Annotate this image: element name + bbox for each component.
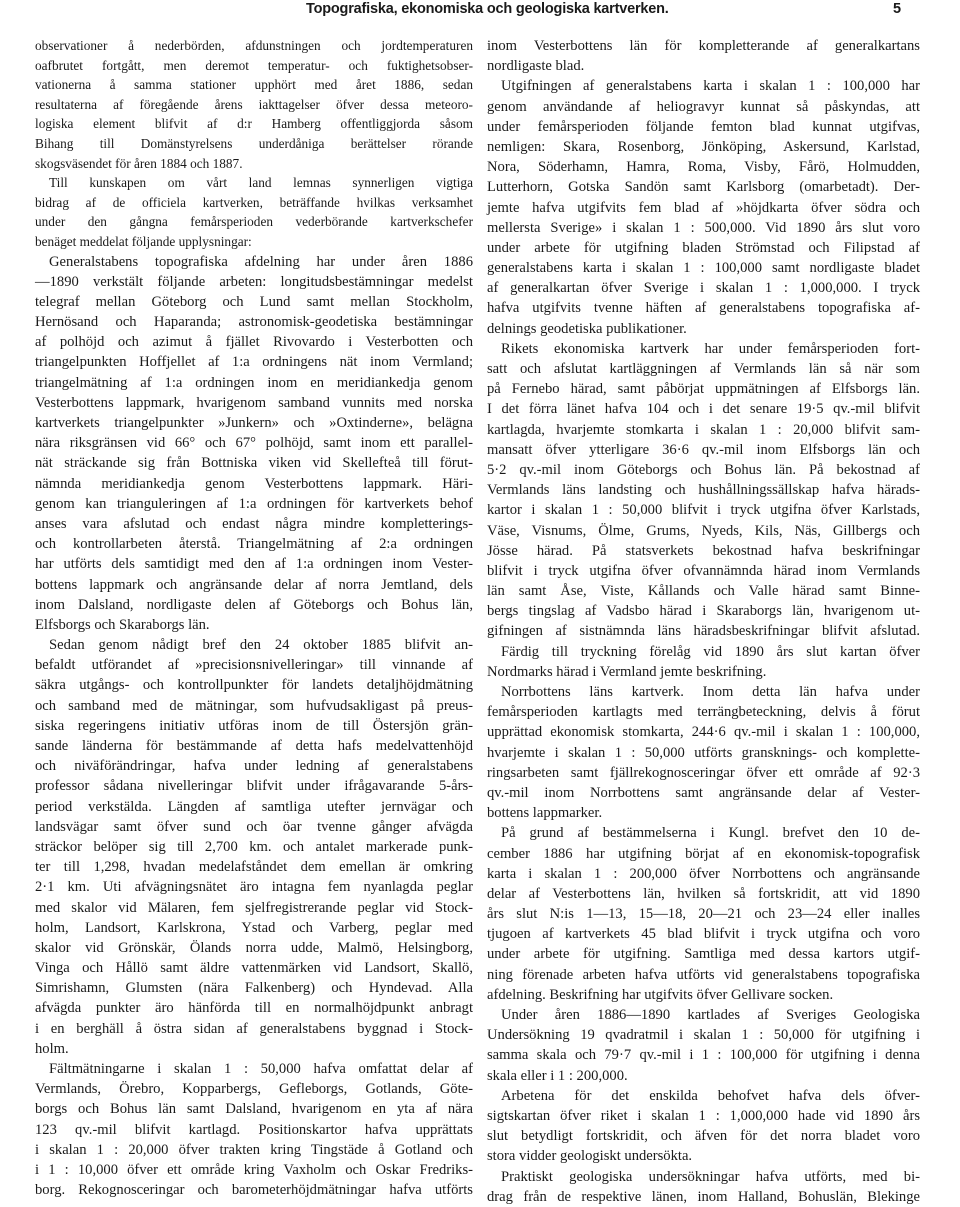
text-line: holm, Landsort, Karlskrona, Ystad och Varberg, peglar med <box>35 919 473 936</box>
text-line: satt och afslutat kartläggningen af Vermlands län så när som <box>487 361 920 377</box>
text-line: Hernösand och Haparanda; astronomisk-geodetiska bestämningar <box>35 314 473 331</box>
text-line: skalor vid Grönskär, Ölands norra udde, Malmö, Helsingborg, <box>35 939 473 956</box>
text-line: observationer å nederbörden, afdunstningen och jordtemperaturen <box>35 38 473 53</box>
text-line: holm. <box>35 1040 69 1057</box>
text-line: och samband med de mätningar, som hufvudsakligast på preus- <box>35 697 473 714</box>
text-line: På grund af bestämmelserna i Kungl. brefvet den 10 de- <box>501 825 920 842</box>
text-line: Sedan genom nådigt bref den 24 oktober 1885 blifvit an- <box>49 637 473 654</box>
text-line: Norrbottens läns kartverk. Inom detta län hafva under <box>501 684 920 700</box>
text-line: triangelmätning af 1:a ordningen inom en meridiankedja genom <box>35 374 473 391</box>
text-line: upprättad ekonomisk stomkarta, 244·6 qv.-mil i skalan 1 : 100,000, <box>487 724 920 741</box>
text-line: Till kunskapen om vårt land lemnas synnerligen vigtiga <box>49 175 473 191</box>
text-line: med skalor vid Mälaren, fem sjelfregistrerande peglar vid Stock- <box>35 899 473 916</box>
text-line: slut betydligt fortskridit, och äfven för det norra bladet voro <box>487 1128 920 1145</box>
text-line: Vinga och Hållö samt äldre vattenmärken vid Landsort, Skallö, <box>35 960 473 977</box>
text-line: har utförts dels samtidigt med den af 1:a ordningen inom Vester- <box>35 556 473 573</box>
text-line: benäget meddelat följande upplysningar: <box>35 233 252 249</box>
text-line: qv.-mil inom Norrbottens samt angränsande delar af Vester- <box>487 784 920 801</box>
text-line: drag från de respektive länen, inom Halland, Bohuslän, Blekinge <box>487 1188 920 1205</box>
text-line: afdelning. Beskrifning har utgifvits öfver Gellivare socken. <box>487 986 834 1003</box>
text-line: hvarjemte i skalan 1 : 50,000 utförts gransknings- och komplette- <box>487 744 920 761</box>
text-line: bidrag af de officiela kartverken, beträffande hvilkas verksamhet <box>35 194 473 210</box>
text-line: bottens lappmark och angränsande delar af norra Jemtland, dels <box>35 576 473 593</box>
text-line: genom användande af heliogravyr kunnat så påskyndas, att <box>487 98 920 115</box>
text-line: under femårsperioden följande femton blad kunnat utgifvas, <box>487 118 920 135</box>
text-line: Nordmarks härad i Vermland jemte beskrifning. <box>487 663 767 680</box>
text-line: hafva utgifvits tvenne häften af generalstabens topografiska af- <box>487 300 920 317</box>
text-line: blifvit i tryck utgifna öfver ofvannämnda härad inom Vermlands <box>487 562 920 579</box>
text-line: jemte hafva utgifvits fem blad af »höjdkarta öfver södra och <box>487 199 920 216</box>
text-line: kartor i skalan 1 : 50,000 blifvit i tryck utgifna öfver Karlstads, <box>487 502 920 519</box>
text-line: femårsperioden kartlagts med terrängbeteckning, delvis å förut <box>487 704 920 721</box>
text-line: borgs och Bohus län samt Dalsland, hvarigenom en yta af nära <box>35 1101 473 1118</box>
text-line: under den gångna femårsperioden vederbörande kartverkschefer <box>35 214 473 230</box>
text-line: anses vara afslutad och endast några mindre kompletterings- <box>35 515 473 532</box>
text-line: borg. Rekognosceringar och barometerhöjdmätningar hafva utförts <box>35 1182 473 1199</box>
text-line: delnings geodetiska publikationer. <box>487 320 687 337</box>
text-line: Lutterhorn, Gotska Sandön samt Karlsborg (omarbetadt). Der- <box>487 179 920 196</box>
text-line: i 1 : 10,000 öfver ett område kring Vaxholm och Oskar Fredriks- <box>35 1161 473 1178</box>
text-line: inom Dalsland, nordligaste delen af Göteborgs och Bohus län, <box>35 596 473 613</box>
text-line: kartlagda, hvarjemte stomkarta i skalan 1 : 20,000 blifvit sam- <box>487 421 920 438</box>
text-line: sande länderna för bestämmande af detta hafs medelvattenhöjd <box>35 738 473 755</box>
text-line: Simrishamn, Glumsten (nära Falkenberg) och Hyndevad. Alla <box>35 980 473 997</box>
text-line: sigtskartan öfver riket i skalan 1 : 1,000,000 hade vid 1890 års <box>487 1107 920 1124</box>
text-line: Vermlands, Örebro, Kopparbergs, Gefleborgs, Gotlands, Göte- <box>35 1081 473 1098</box>
text-line: af generalkartan öfver Sverige i skalan 1 : 1,000,000. I tryck <box>487 280 920 297</box>
text-line: nät sträckande sig från Bottniska viken vid Skellefteå till förut- <box>35 455 473 472</box>
text-line: gifningen af sistnämnda läns häradsbeskrifningar blifvit afslutad. <box>487 623 920 640</box>
text-line: Elfsborgs och Skaraborgs län. <box>35 616 210 633</box>
text-line: i skalan 1 : 20,000 öfver trakten kring Tingstäde å Gotland och <box>35 1141 473 1158</box>
text-line: säkra utgångs- och kontrollpunkter för landets detaljhöjdmätning <box>35 677 473 694</box>
text-line: triangelpunkten Hoffjellet af 1:a ordningens nät inom Vermland; <box>35 354 473 371</box>
text-line: nordligaste blad. <box>487 58 585 75</box>
text-line: logiska element blifvit af d:r Hamberg offentliggjorda såsom <box>35 116 473 132</box>
text-line: cember 1886 har utgifning börjat af en ekonomisk-topografisk <box>487 845 920 862</box>
text-line: Fältmätningarne i skalan 1 : 50,000 hafva omfattat delar af <box>49 1061 473 1078</box>
text-line: Väse, Visnums, Ölme, Grums, Nyeds, Kils, Näs, Gillbergs och <box>487 522 920 539</box>
text-line: Utgifningen af generalstabens karta i skalan 1 : 100,000 har <box>501 78 920 95</box>
text-line: befaldt utförandet af »precisionsnivelleringar» till vinnande af <box>35 657 473 674</box>
text-line: bergs tingslag af Vadsbo härad i Skaraborgs län, hvarigenom ut- <box>487 603 920 620</box>
text-line: i en berghäll å östra sidan af generalstabens byggnad i Stock- <box>35 1020 473 1037</box>
text-line: resultaterna af föregående årens iakttagelser öfver dessa meteoro- <box>35 96 473 112</box>
text-line: på Fernebo härad, samt påbörjat uppmätningen af Elfsborgs län. <box>487 381 920 398</box>
left-column <box>35 36 473 1200</box>
text-line: ringsarbeten samt fjällrekognosceringar öfver ett område af 92·3 <box>487 764 920 781</box>
text-line: 5·2 qv.-mil inom Göteborgs och Bohus län. På bekostnad af <box>487 461 920 478</box>
text-line: skala eller i 1 : 200,000. <box>487 1067 628 1084</box>
running-title: Topografiska, ekonomiska och geologiska kartverken. <box>306 1 669 17</box>
text-line: nära riksgränsen vid 66° och 67° polhöjd, samt inom ett parallel- <box>35 435 473 452</box>
text-line: under arbete för utgifning bladen Strömstad och Filipstad af <box>487 239 920 256</box>
right-column <box>487 36 920 1207</box>
page-header <box>0 0 960 22</box>
text-line: oafbrutet fortgått, men deremot temperatur- och fuktighetsobser- <box>35 57 473 73</box>
text-line: Bihang till Domänstyrelsens underdåniga berättelser rörande <box>35 135 473 151</box>
text-line: 123 qv.-mil blifvit kartlagd. Positionskartor hafva upprättats <box>35 1121 473 1138</box>
text-line: sträckor belöper sig till 2,700 km. och antalet markerade punk- <box>35 838 473 855</box>
text-line: län samt Åse, Viste, Kållands och Valle härad samt Binne- <box>487 583 920 600</box>
page-number: 5 <box>893 1 902 17</box>
text-line: Under åren 1886—1890 kartlades af Sveriges Geologiska <box>501 1007 920 1023</box>
text-line: bottens lappmarker. <box>487 805 603 822</box>
text-line: period verkstälda. Längden af samtliga utefter jernvägar och <box>35 798 473 815</box>
text-line: mellersta Sverige» i skalan 1 : 500,000. Vid 1890 års slut voro <box>487 219 920 236</box>
text-line: nämnda meridiankedja genom Vesterbottens lappmark. Häri- <box>35 475 473 492</box>
text-line: professor sådana nivelleringar blifvit under ifrågavarande 5-års- <box>35 778 473 795</box>
text-line: Praktiskt geologiska undersökningar hafva utförts, med bi- <box>501 1168 920 1185</box>
text-line: nemligen: Skara, Rosenborg, Jönköping, Askersund, Karlstad, <box>487 138 920 155</box>
text-line: telegraf mellan Göteborg och Lund samt mellan Stockholm, <box>35 293 473 310</box>
text-line: Nora, Söderhamn, Hamra, Roma, Visby, Fårö, Holmudden, <box>487 159 920 176</box>
text-line: ter till 1,298, hvadan medelafståndet dem emellan är omkring <box>35 859 473 876</box>
text-line: karta i skalan 1 : 200,000 öfver Norrbottens och angränsande <box>487 865 920 882</box>
text-line: stora vidder geologiskt undersökta. <box>487 1148 693 1165</box>
text-line: 2·1 km. Uti afvägningsnätet äro intagna fem nyanlagda peglar <box>35 879 473 896</box>
text-line: och niväförändringar, hafva under ledning af generalstabens <box>35 758 473 775</box>
text-line: Jösse härad. På statsverkets bekostnad hafva beskrifningar <box>487 542 920 559</box>
text-line: inom Vesterbottens län för kompletterande af generalkartans <box>487 38 920 54</box>
text-line: afvägda punkter äro hänförda till en normalhöjdpunkt anbragt <box>35 1000 473 1017</box>
text-line: Generalstabens topografiska afdelning har under åren 1886 <box>49 253 473 270</box>
text-line: och kontrollarbeten återstå. Triangelmätning af 2:a ordningen <box>35 536 473 553</box>
text-line: landsvägar samt öfver sund och öar tvenne gånger afvägda <box>35 818 473 835</box>
text-line: skogsväsendet för åren 1884 och 1887. <box>35 155 243 171</box>
text-line: samma skala och 79·7 qv.-mil i 1 : 100,000 för utgifning i denna <box>487 1047 920 1064</box>
text-line: delar af Vesterbottens län, hvilken så fortskridit, att vid 1890 <box>487 885 920 902</box>
text-line: Vesterbottens lappmark, hvarigenom samband vunnits med norska <box>35 394 473 411</box>
text-line: genom kan trianguleringen af 1:a ordningen för kartverkets behof <box>35 495 473 512</box>
text-line: mansatt öfver ytterligare 36·6 qv.-mil inom Elfsborgs län och <box>487 441 920 458</box>
text-line: generalstabens karta i skalan 1 : 100,000 samt nordligaste bladet <box>487 260 920 277</box>
text-line: vationerna å samma stationer upphört med året 1886, sedan <box>35 77 473 93</box>
text-line: under arbete för utgifning. Samtliga med dessa kartors utgif- <box>487 946 920 963</box>
text-line: —1890 verkstält följande arbeten: longitudsbestämningar medelst <box>35 273 473 290</box>
text-line: Färdig till tryckning förelåg vid 1890 års slut kartan öfver <box>501 643 920 660</box>
text-line: siska regeringens initiativ utföras inom de till Östersjön grän- <box>35 717 473 734</box>
text-line: tjugoen af kartverkets 45 blad blifvit i tryck utgifna och voro <box>487 926 920 943</box>
text-line: års slut N:is 1—13, 15—18, 20—21 och 23—24 eller inalles <box>487 906 920 923</box>
text-line: Rikets ekonomiska kartverk har under femårsperioden fort- <box>501 340 920 357</box>
text-line: af polhöjd och azimut å fjället Rivovardo i Vesterbotten och <box>35 334 473 351</box>
text-line: Undersökning 19 qvadratmil i skalan 1 : 50,000 för utgifning i <box>487 1027 920 1044</box>
text-line: ning förenade arbeten hafva utförts vid generalstabens topografiska <box>487 966 920 983</box>
text-line: Vermlands läns landsting och hushållningssällskap hafva härads- <box>487 482 920 499</box>
text-line: Arbetena för det enskilda behofvet hafva dels öfver- <box>501 1087 920 1104</box>
text-line: kartverkets triangelpunkter »Junkern» och »Oxtinderne», belägna <box>35 415 473 432</box>
text-line: I det förra länet hafva 104 och i det senare 19·5 qv.-mil blifvit <box>487 401 920 418</box>
